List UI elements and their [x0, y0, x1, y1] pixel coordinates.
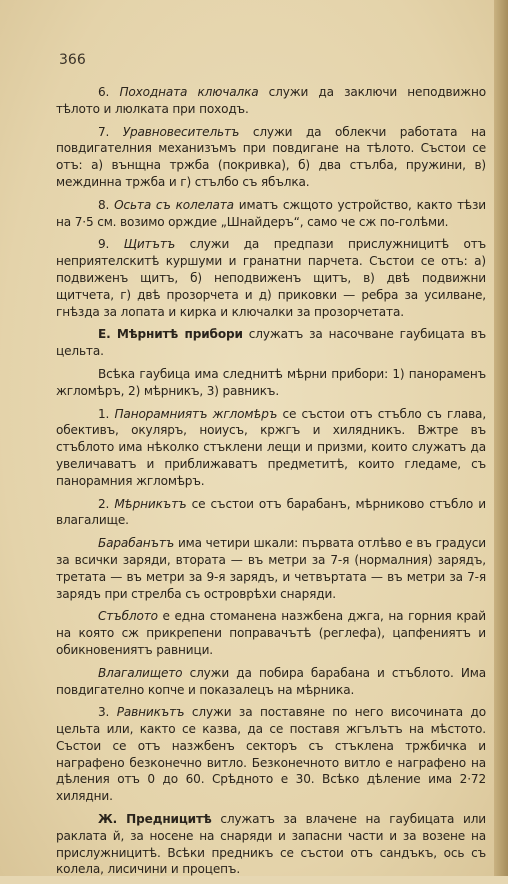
paragraph-text: Всѣка гаубица има следнитѣ мѣрни прибори: 1) панораменъ жгломѣръ, 2) мѣрникъ, 3) равникъ. — [56, 366, 486, 398]
paragraph — [56, 406, 486, 490]
paragraph-term: Барабанътъ — [98, 536, 175, 551]
paragraph — [56, 535, 486, 602]
paragraph-term: Влагалището — [98, 665, 183, 680]
paragraph-text: служи да облекчи работата на повдигателния механизъмъ при повдигане на тѣлото. Състои се отъ: а) вънщна тржба (покривка), б) два стълба, пружини, в) междинна тржба и г) стълбо съ ябълка. — [56, 124, 487, 189]
paragraph-number: 7. — [98, 124, 123, 139]
page-edge — [494, 0, 508, 876]
paragraph — [56, 366, 486, 400]
paragraph — [56, 326, 486, 360]
paragraph — [56, 197, 486, 231]
paragraph-number: 9. — [98, 237, 124, 252]
section-heading: Ж. Предницитѣ — [98, 812, 212, 827]
paragraph — [56, 811, 486, 878]
paragraph-text: се състои отъ барабанъ, мѣрниково стъбло и влагалище. — [56, 496, 487, 528]
paragraph-number: 6. — [98, 85, 120, 99]
paragraph-text: служатъ за насочване гаубицата въ цельта. — [56, 327, 486, 359]
paragraph-term: Панорамниятъ жгломѣръ — [114, 406, 278, 421]
paragraph-text: е една стоманена назжбена джга, на горния край на която сж прикрепени поправачътѣ (реглефа), цапфениятъ и обикновениятъ равници. — [56, 609, 486, 657]
paragraph — [56, 608, 486, 658]
paragraph-term: Уравновесительтъ — [122, 124, 240, 139]
paragraph — [56, 84, 486, 118]
paragraph-text: служи да побира барабана и стъблото. Има повдигателно копче и показалецъ на мѣрника. — [56, 665, 486, 697]
paragraph-text: се състои отъ стъбло съ глава, обективъ, окуляръ, ноиусъ, кржгъ и хилядникъ. Вжтре въ стъблото има нѣколко стъклени лещи и призми, които служатъ да увеличаватъ и приближаватъ предметитѣ, които гледаме, съ панорамния жгломѣръ. — [56, 406, 487, 488]
paragraph-text: служатъ за влачене на гаубицата или раклата й, за носене на снаряди и запасни части и за возене на прислужницитѣ. Всѣки предникъ се състои отъ сандъкъ, ось съ колела, лисичини и процепъ. — [56, 812, 486, 877]
paragraph — [56, 124, 486, 191]
paragraph-text: има четири шкали: първата отлѣво е въ градуси за всички заряди, втората — въ метри за 7-я (нормалния) зарядъ, третата — въ метри за 9-я зарядъ, и четвъртата — въ метри за 7-я зарядъ при стрелба съ островрѣхи снаряди. — [56, 536, 486, 601]
paragraph-number: 8. — [98, 197, 115, 212]
paragraph-number: 3. — [98, 705, 117, 720]
paragraph-term: Мѣрникътъ — [114, 496, 187, 511]
section-heading: Е. Мѣрнитѣ прибори — [98, 327, 243, 342]
paragraph-text: служи за поставяне по него височината до цельта или, както се казва, да се поставя жгълътъ на мѣстото. Състои се отъ назжбенъ секторъ съ стъклена тржбичка и награфено безконечно витло. Безконечното витло е награфено на дѣления отъ 0 до 60. Срѣдното е 30. Всѣко дѣление има 2·72 хилядни. — [56, 705, 486, 804]
paragraph — [56, 704, 486, 805]
page-number: 366 — [59, 52, 86, 68]
paragraph-text: служи да заключи неподвижно тѣлото и люлката при походъ. — [56, 85, 486, 116]
paragraph-term: Щитътъ — [123, 237, 176, 252]
paragraph-term: Стъблото — [98, 609, 158, 624]
paragraph-text: иматъ сжщото устройство, както тѣзи на 7·5 см. возимо орждие „Шнайдеръ“, само че сж по-голѣми. — [56, 197, 486, 229]
paragraph-number: 2. — [98, 496, 115, 511]
paragraph-text: служи да предпази прислужницитѣ отъ неприятелскитѣ куршуми и гранатни парчета. Състои се отъ: а) подвиженъ щитъ, б) неподвиженъ щитъ, в) двѣ подвижни щитчета, г) двѣ прозорчета и д) приковки — ребра за усилване, гнѣзда за лопата и кирка и ключалки за прозорчетата. — [56, 237, 487, 319]
paragraph — [56, 665, 486, 699]
paragraph-term: Осьта съ колелата — [114, 197, 234, 212]
paragraph-number: 1. — [98, 406, 115, 421]
paragraph-term: Равникътъ — [116, 705, 185, 720]
paragraph — [56, 496, 486, 530]
paragraph-term: Походната ключалка — [119, 85, 259, 99]
body-text — [56, 84, 486, 884]
paragraph — [56, 236, 486, 320]
